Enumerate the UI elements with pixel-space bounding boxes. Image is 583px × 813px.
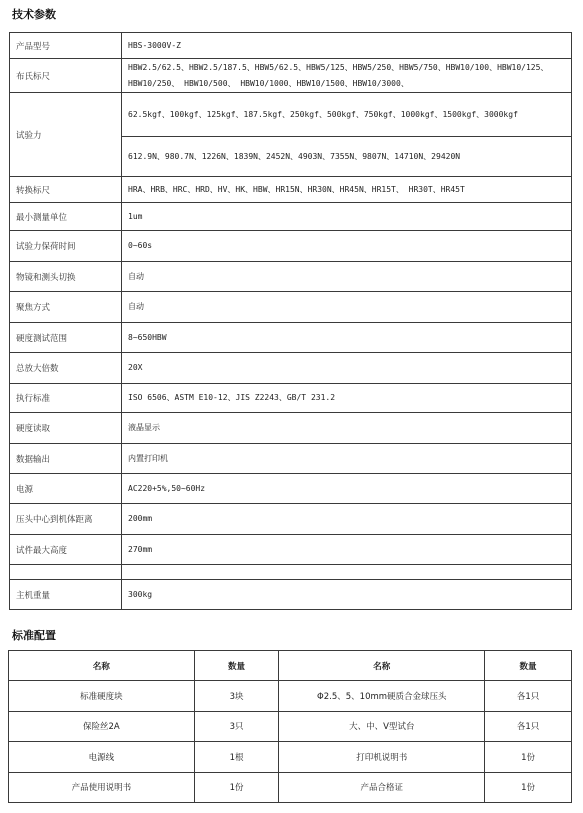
config-table — [8, 650, 572, 803]
spec-row — [10, 474, 572, 504]
spec-value — [122, 353, 572, 384]
spec-value-text: 20X — [128, 363, 143, 372]
spec-value — [122, 565, 572, 580]
spec-value-text: ISO 6506、ASTM E10-12、JIS Z2243、GB/T 231.2 — [128, 393, 336, 402]
spec-value — [122, 137, 572, 177]
spec-row — [10, 33, 572, 59]
spec-value-text: HBS-3000V-Z — [128, 40, 181, 50]
spec-value — [122, 292, 572, 323]
config-cell: 1根 — [194, 742, 279, 773]
config-header-cell: 数量 — [485, 651, 572, 681]
spec-value — [122, 177, 572, 203]
spec-value — [122, 580, 572, 610]
spec-value-text: 液晶显示 — [128, 423, 160, 432]
config-cell: 各1只 — [485, 711, 572, 742]
spec-row — [10, 231, 572, 262]
config-cell: 1份 — [194, 772, 279, 803]
spec-value — [122, 504, 572, 535]
spec-row — [10, 203, 572, 231]
config-header-cell: 数量 — [194, 651, 279, 681]
config-header-cell: 名称 — [9, 651, 195, 681]
spec-value — [122, 93, 572, 137]
spec-row — [10, 413, 572, 444]
spec-row — [10, 535, 572, 565]
spec-value — [122, 323, 572, 353]
spec-value-text: 8~650HBW — [128, 332, 167, 342]
spec-row — [10, 262, 572, 292]
spec-key: 数据输出 — [10, 444, 122, 474]
spec-key: 物镜和测头切换 — [10, 262, 122, 292]
spec-value — [122, 59, 572, 93]
config-cell: 打印机说明书 — [279, 742, 485, 773]
spec-value — [122, 203, 572, 231]
config-cell: 3只 — [194, 711, 279, 742]
config-cell: 保险丝2A — [9, 711, 195, 742]
spec-key: 布氏标尺 — [10, 59, 122, 93]
spec-row — [10, 59, 572, 93]
config-cell: 产品合格证 — [279, 772, 485, 803]
config-cell: 标准硬度块 — [9, 681, 195, 712]
spec-value — [122, 444, 572, 474]
spec-key: 试验力保荷时间 — [10, 231, 122, 262]
config-cell: 1份 — [485, 772, 572, 803]
spec-value-text: 300kg — [128, 589, 153, 599]
spec-value-text: 612.9N、980.7N、1226N、1839N、2452N、4903N、7355N、9807N、14710N、29420N — [128, 151, 461, 161]
config-cell: 大、中、V型试台 — [279, 711, 485, 742]
spec-value — [122, 474, 572, 504]
spec-value — [122, 231, 572, 262]
spec-table — [9, 32, 572, 610]
spec-value — [122, 33, 572, 59]
spec-value — [122, 384, 572, 413]
spec-row — [10, 93, 572, 137]
spec-value — [122, 413, 572, 444]
config-section-title: 标准配置 — [12, 629, 56, 642]
spec-row — [10, 504, 572, 535]
spec-value-text: 62.5kgf、100kgf、125kgf、187.5kgf、250kgf、500kgf、750kgf、1000kgf、1500kgf、3000kgf — [128, 109, 518, 119]
spec-row — [10, 565, 572, 580]
spec-row — [10, 323, 572, 353]
spec-key: 执行标准 — [10, 384, 122, 413]
spec-value-text: HBW2.5/62.5、HBW2.5/187.5、HBW5/62.5、HBW5/125、HBW5/250、HBW5/750、HBW10/100、HBW10/125、HBW10/250、 HBW10/500、 HBW10/1000、HBW10/1500、HBW10/3000、 — [128, 62, 549, 88]
spec-key: 压头中心到机体距离 — [10, 504, 122, 535]
spec-value-text: 自动 — [128, 271, 144, 281]
config-cell: 1份 — [485, 742, 572, 773]
spec-key: 转换标尺 — [10, 177, 122, 203]
spec-key — [10, 565, 122, 580]
config-cell: 各1只 — [485, 681, 572, 712]
spec-key: 主机重量 — [10, 580, 122, 610]
spec-row — [10, 177, 572, 203]
config-cell: 电源线 — [9, 742, 195, 773]
config-row — [9, 742, 572, 773]
spec-row — [10, 444, 572, 474]
spec-key: 试验力 — [10, 93, 122, 177]
spec-key: 电源 — [10, 474, 122, 504]
spec-value-text: 1um — [128, 211, 143, 221]
config-row — [9, 681, 572, 712]
spec-row — [10, 353, 572, 384]
spec-key: 硬度测试范围 — [10, 323, 122, 353]
spec-value-text: 内置打印机 — [128, 453, 168, 463]
spec-key: 硬度读取 — [10, 413, 122, 444]
spec-value-text: 自动 — [128, 302, 144, 311]
spec-value-text: 0~60s — [128, 241, 153, 250]
spec-row — [10, 384, 572, 413]
spec-key: 产品型号 — [10, 33, 122, 59]
spec-value — [122, 262, 572, 292]
spec-key: 试件最大高度 — [10, 535, 122, 565]
spec-row — [10, 580, 572, 610]
spec-key: 最小测量单位 — [10, 203, 122, 231]
spec-value-text: HRA、HRB、HRC、HRD、HV、HK、HBW、HR15N、HR30N、HR45N、HR15T、 HR30T、HR45T — [128, 184, 465, 194]
spec-value — [122, 535, 572, 565]
config-cell: 产品使用说明书 — [9, 772, 195, 803]
spec-row — [10, 292, 572, 323]
spec-key: 总放大倍数 — [10, 353, 122, 384]
spec-value-text: AC220+5%,50~60Hz — [128, 483, 206, 493]
spec-value-text: 200mm — [128, 514, 153, 523]
config-cell: Φ2.5、5、10mm硬质合金球压头 — [279, 681, 485, 712]
config-row — [9, 772, 572, 803]
config-cell: 3块 — [194, 681, 279, 712]
spec-section-title: 技术参数 — [12, 8, 56, 21]
spec-key: 聚焦方式 — [10, 292, 122, 323]
spec-value-text: 270mm — [128, 544, 153, 554]
config-row — [9, 711, 572, 742]
config-header-cell: 名称 — [279, 651, 485, 681]
